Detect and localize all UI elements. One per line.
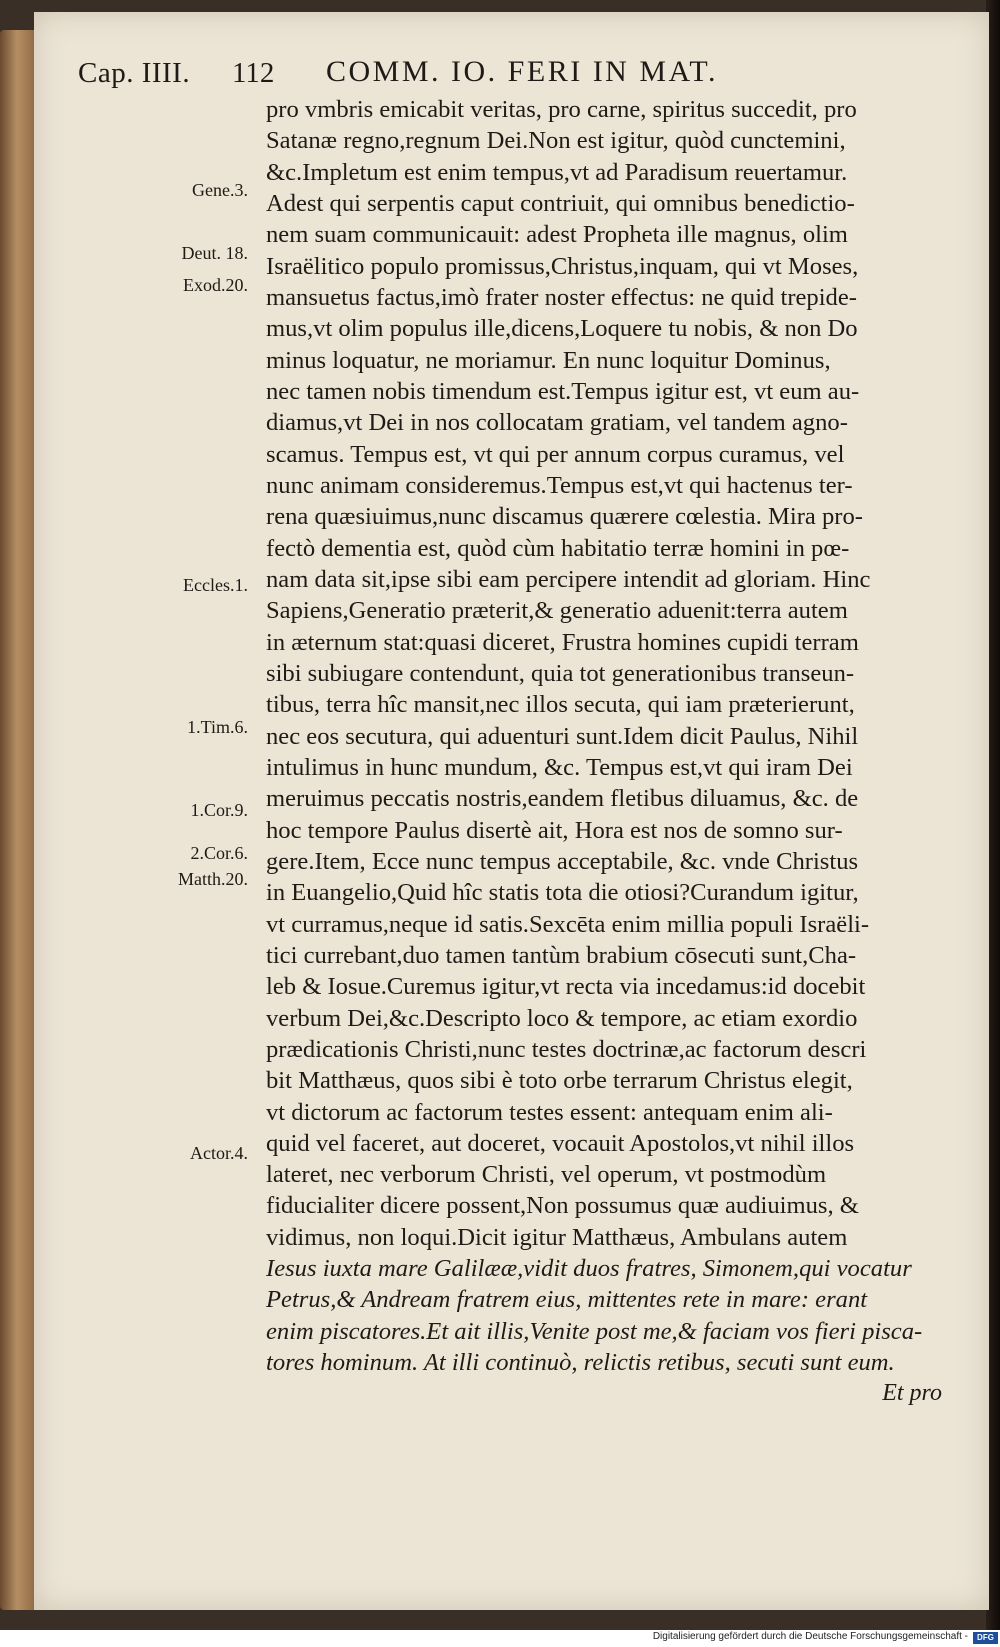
margin-note: Exod.20.	[183, 275, 248, 295]
italic-text-line: Iesus iuxta mare Galilææ,vidit duos fratres, Simonem,qui vocatur	[266, 1255, 912, 1283]
text-line: vt curramus,neque id satis.Sexcēta enim millia populi Israëli-	[266, 910, 870, 938]
text-line: lateret, nec verborum Christi, vel operum, vt postmodùm	[266, 1161, 827, 1189]
text-line: sibi subiugare contendunt, quia tot generationibus transeun-	[266, 659, 855, 687]
text-line: vidimus, non loqui.Dicit igitur Matthæus, Ambulans autem	[266, 1223, 848, 1251]
text-line: gere.Item, Ecce nunc tempus acceptabile, &c. vnde Christus	[266, 847, 859, 875]
text-line: vt dictorum ac factorum testes essent: antequam enim ali-	[266, 1098, 833, 1126]
text-line: hoc tempore Paulus disertè ait, Hora est nos de somno sur-	[266, 816, 843, 844]
margin-note: Matth.20.	[178, 869, 248, 889]
text-line: nec eos secutura, qui aduenturi sunt.Idem dicit Paulus, Nihil	[266, 722, 859, 750]
margin-note: 1.Tim.6.	[187, 717, 248, 737]
text-line: fectò dementia est, quòd cùm habitatio terræ homini in pœ-	[266, 534, 850, 562]
margin-note: 1.Cor.9.	[190, 800, 248, 820]
running-header	[78, 55, 868, 95]
text-line: prædicationis Christi,nunc testes doctrinæ,ac factorum descri	[266, 1035, 867, 1063]
margin-note: Gene.3.	[192, 180, 248, 200]
text-line: pro vmbris emicabit veritas, pro carne, spiritus succedit, pro	[266, 96, 857, 123]
margin-note: 2.Cor.6.	[190, 843, 248, 863]
text-line: rena quæsiuimus,nunc discamus quærere cœlestia. Mira pro-	[266, 503, 863, 531]
book-edge-left	[0, 30, 38, 1610]
main-text-block	[266, 94, 966, 1378]
text-line: intulimus in hunc mundum, &c. Tempus est,vt qui iram Dei	[266, 753, 853, 781]
roman-text	[266, 94, 966, 1253]
text-line: leb & Iosue.Curemus igitur,vt recta via incedamus:id docebit	[266, 973, 866, 1001]
text-line: nem suam communicauit: adest Propheta ille magnus, olim	[266, 221, 848, 249]
text-line: meruimus peccatis nostris,eandem fletibus diluamus, &c. de	[266, 785, 859, 813]
running-title: COMM. IO. FERI IN MAT.	[326, 55, 718, 88]
margin-note: Deut. 18.	[181, 243, 248, 263]
chapter-label: Cap. IIII.	[78, 57, 191, 89]
italic-quotation	[266, 1253, 966, 1378]
catchword: Et pro	[882, 1380, 942, 1406]
margin-note: Eccles.1.	[183, 575, 248, 595]
text-line: Adest qui serpentis caput contriuit, qui omnibus benedictio-	[266, 189, 855, 217]
text-line: minus loquatur, ne moriamur. En nunc loquitur Dominus,	[266, 346, 831, 374]
footer-credit: Digitalisierung gefördert durch die Deutsche Forschungsgemeinschaft -	[652, 1631, 968, 1642]
text-line: bit Matthæus, quos sibi è toto orbe terrarum Christus elegit,	[266, 1067, 853, 1095]
text-line: in Euangelio,Quid hîc statis tota die otiosi?Curandum igitur,	[266, 879, 859, 907]
text-line: in æternum stat:quasi diceret, Frustra homines cupidi terram	[266, 628, 859, 656]
text-line: tici currebant,duo tamen tantùm brabium cōsecuti sunt,Cha-	[266, 941, 857, 969]
text-line: tibus, terra hîc mansit,nec illos secuta, qui iam præterierunt,	[266, 691, 855, 719]
text-line: nunc animam consideremus.Tempus est,vt qui hactenus ter-	[266, 471, 853, 499]
text-line: mansuetus factus,imò frater noster effectus: ne quid trepide-	[266, 283, 857, 311]
text-line: Satanæ regno,regnum Dei.Non est igitur, quòd cunctemini,	[266, 127, 846, 155]
text-line: mus,vt olim populus ille,dicens,Loquere tu nobis, & non Do	[266, 315, 858, 343]
italic-text-line: enim piscatores.Et ait illis,Venite post me,& faciam vos fieri pisca-	[266, 1317, 923, 1345]
text-line: scamus. Tempus est, vt qui per annum corpus curamus, vel	[266, 440, 845, 468]
text-line: Israëlitico populo promissus,Christus,inquam, qui vt Moses,	[266, 252, 859, 280]
italic-text-line: tores hominum. At illi continuò, relictis retibus, secuti sunt eum.	[266, 1349, 895, 1377]
italic-text-line: Petrus,& Andream fratrem eius, mittentes rete in mare: erant	[266, 1286, 868, 1314]
text-line: nec tamen nobis timendum est.Tempus igitur est, vt eum au-	[266, 377, 860, 405]
text-line: quid vel faceret, aut doceret, vocauit Apostolos,vt nihil illos	[266, 1129, 855, 1157]
text-line: &c.Impletum est enim tempus,vt ad Paradisum reuertamur.	[266, 158, 848, 186]
text-line: nam data sit,ipse sibi eam percipere intendit ad gloriam. Hinc	[266, 565, 871, 593]
margin-note: Actor.4.	[190, 1143, 248, 1163]
text-line: diamus,vt Dei in nos collocatam gratiam, vel tandem agno-	[266, 409, 848, 437]
page-number: 112	[232, 57, 275, 89]
dfg-logo: DFG	[973, 1632, 998, 1644]
text-line: Sapiens,Generatio præterit,& generatio aduenit:terra autem	[266, 597, 848, 625]
text-line: verbum Dei,&c.Descripto loco & tempore, ac etiam exordio	[266, 1004, 858, 1032]
text-line: fiducialiter dicere possent,Non possumus quæ audiuimus, &	[266, 1192, 859, 1220]
